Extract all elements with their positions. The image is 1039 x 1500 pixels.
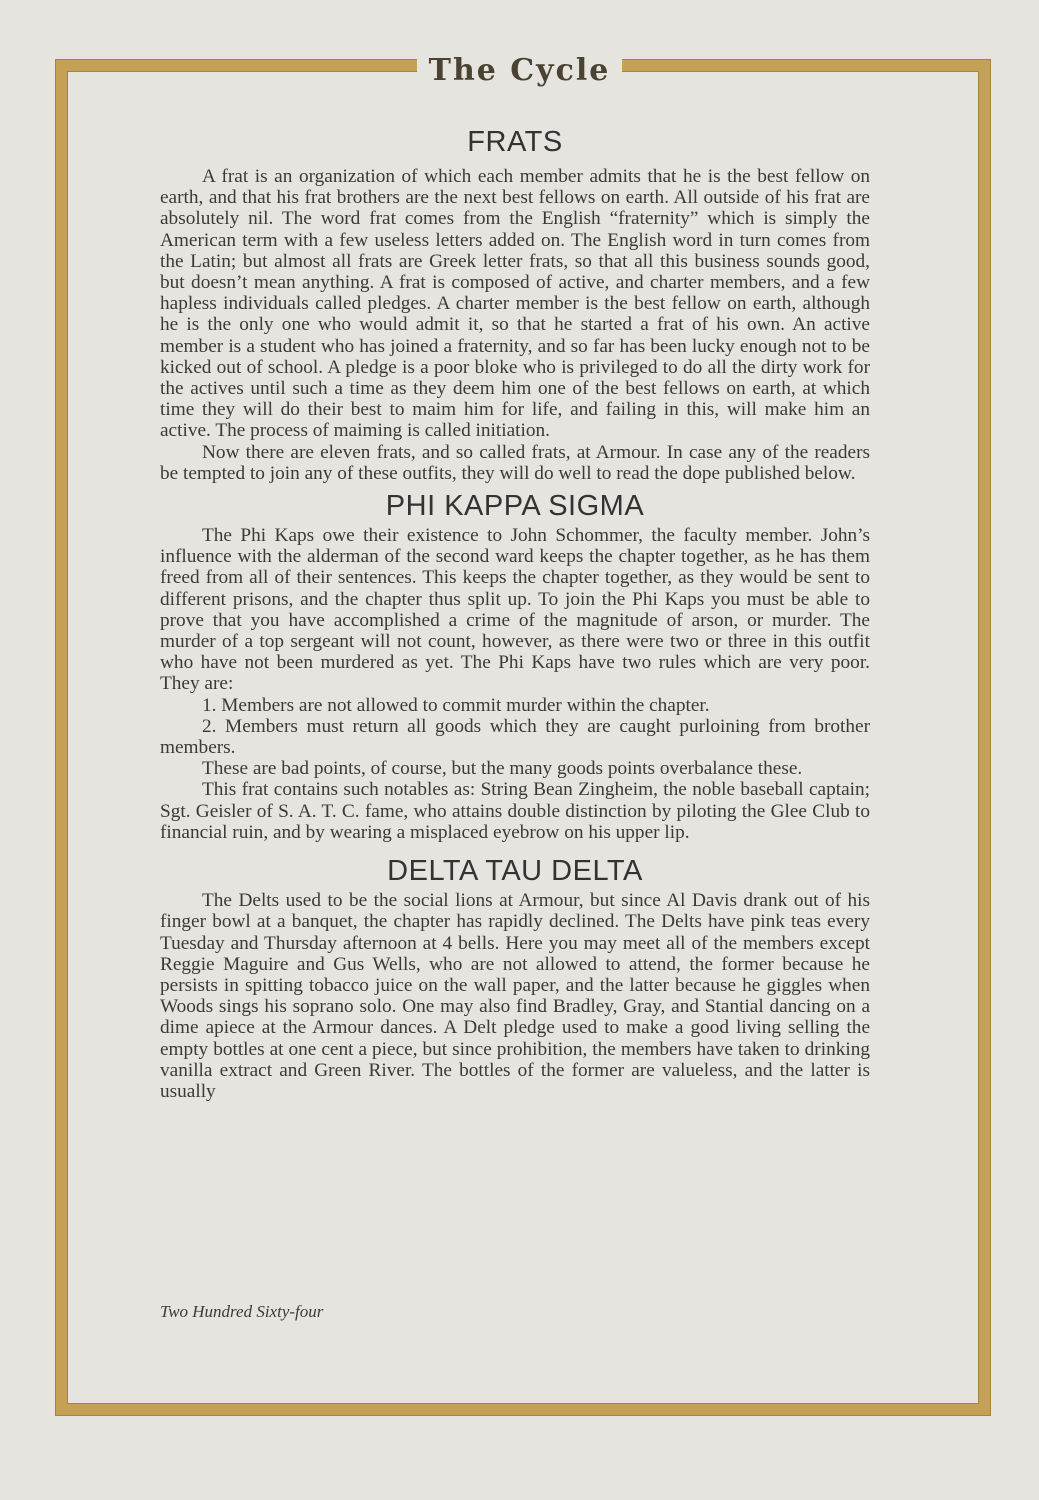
paragraph: This frat contains such notables as: String Bean Zingheim, the noble baseball captain; Sgt. Geisler of S. A. T. C. fame, who attains double distinction by piloting the Glee Club to financial ruin, and by wearing a misplaced eyebrow on his upper lip. xyxy=(160,779,870,843)
masthead-title: The Cycle xyxy=(417,53,623,88)
rule-item: 1. Members are not allowed to commit murder within the chapter. xyxy=(202,694,710,716)
page-number: Two Hundred Sixty-four xyxy=(160,1302,324,1321)
section-heading-phi-kappa-sigma: PHI KAPPA SIGMA xyxy=(385,490,645,523)
rule-item: 2. Members must return all goods which they are caught purloining from brother members. xyxy=(160,715,870,759)
masthead xyxy=(0,50,1039,90)
article-body xyxy=(160,126,870,1102)
paragraph: The Delts used to be the social lions at Armour, but since Al Davis drank out of his finger bowl at a banquet, the chapter has rapidly declined. The Delts have pink teas every Tuesday and Thursday afternoon at 4 bells. Here you may meet all of the members except Reggie Maguire and Gus Wells, who are not allowed to attend, the former because he persists in spitting tobacco juice on the wall paper, and the latter because he giggles when Woods sings his soprano solo. One may also find Bradley, Gray, and Stantial dancing on a dime apiece at the Armour dances. A Delt pledge used to make a good living selling the empty bottles at one cent a piece, but since prohibition, the members have taken to drinking vanilla extract and Green River. The bottles of the former are valueless, and the latter is usually xyxy=(160,890,870,1102)
section-heading-frats: FRATS xyxy=(467,126,563,158)
paragraph: These are bad points, of course, but the many goods points overbalance these. xyxy=(202,758,803,780)
paragraph: A frat is an organization of which each member admits that he is the best fellow on earth, and that his frat brothers are the next best fellows on earth. All outside of his frat are absolutely nil. The word frat comes from the English “fraternity” which is simply the American term with a few useless letters added on. The English word in turn comes from the Latin; but almost all frats are Greek letter frats, so that all this business sounds good, but doesn’t mean anything. A frat is composed of active, and charter members, and a few hapless individuals called pledges. A charter member is the best fellow on earth, although he is the only one who would admit it, so that he started a frat of his own. An active member is a student who has joined a fraternity, and so far has been lucky enough not to be kicked out of school. A pledge is a poor bloke who is privileged to do all the dirty work for the actives until such a time as they deem him one of the best fellows on earth, at which time they will do their best to maim him for life, and failing in this, will make him an active. The process of maiming is called initiation. xyxy=(160,166,870,442)
paragraph: Now there are eleven frats, and so called frats, at Armour. In case any of the readers be tempted to join any of these outfits, they will do well to read the dope published below. xyxy=(160,441,870,484)
paragraph: The Phi Kaps owe their existence to John Schommer, the faculty member. John’s influence with the alderman of the second ward keeps the chapter together, as he has them freed from all of their sentences. This keeps the chapter together, as they would be sent to different prisons, and the chapter thus split up. To join the Phi Kaps you must be able to prove that you have accomplished a crime of the magnitude of arson, or murder. The murder of a top sergeant will not count, however, as there were two or three in this outfit who have not been murdered as yet. The Phi Kaps have two rules which are very poor. They are: xyxy=(160,525,870,695)
section-heading-delta-tau-delta: DELTA TAU DELTA xyxy=(387,855,643,888)
